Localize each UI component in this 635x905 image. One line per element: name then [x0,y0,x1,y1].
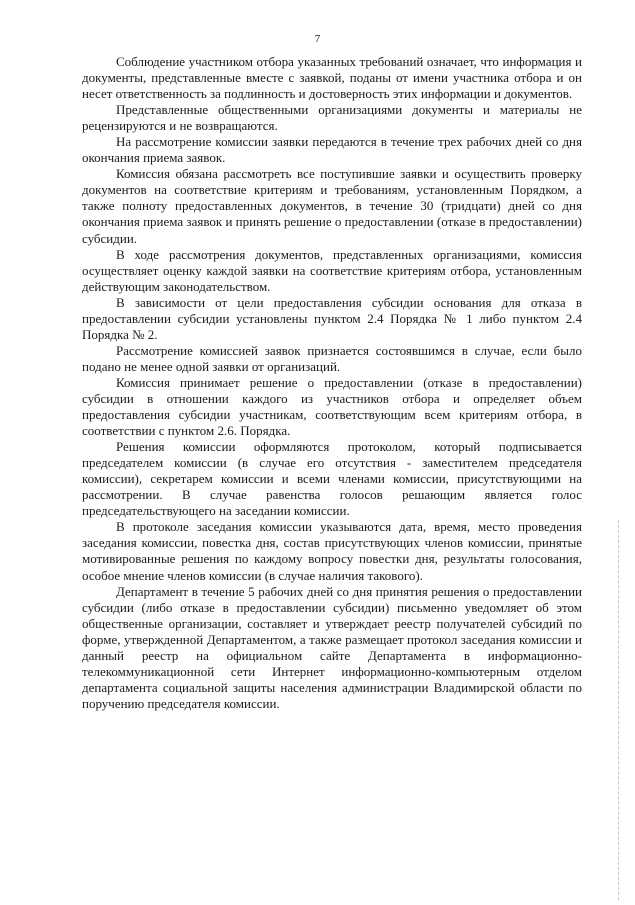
scan-edge-line [618,520,619,900]
paragraph-refusal-grounds: В зависимости от цели предоставления субсидии основания для отказа в предоставлении субсидии установлены пунктом 2.4 Порядка № 1 либо пунктом 2.4 Порядка № 2. [82,294,582,342]
page-number: 7 [314,33,321,45]
document-body [82,54,582,712]
paragraph-compliance: Соблюдение участником отбора указанных требований означает, что информация и документы, представленные вместе с заявкой, поданы от имени участника отбора и он несет ответственность за подлинность и достоверность этих информации и документов. [82,54,582,102]
paragraph-transfer-to-commission: На рассмотрение комиссии заявки передаются в течение трех рабочих дней со дня окончания приема заявок. [82,134,582,166]
paragraph-department-notification: Департамент в течение 5 рабочих дней со дня принятия решения о предоставлении субсидии (либо отказе в предоставлении субсидии) письменно уведомляет об этом общественные организации, составляет и утверждает реестр получателей субсидий по форме, утвержденной Департаментом, а также размещает протокол заседания комиссии и данный реестр на официальном сайте Департамента в информационно-телекоммуникационной сети Интернет информационно-компьютерным отделом департамента социальной защиты населения администрации Владимирской области по поручению председателя комиссии. [82,583,582,711]
paragraph-decision: Комиссия принимает решение о предоставлении (отказе в предоставлении) субсидии в отношении каждого из участников отбора и определяет объем предоставления субсидии участникам, соответствующим всем критериям отбора, в соответствии с пунктом 2.6. Порядка. [82,374,582,439]
paragraph-protocol-contents: В протоколе заседания комиссии указываются дата, время, место проведения заседания комиссии, повестка дня, состав присутствующих членов комиссии, принятые мотивированные решения по каждому вопросу повестки дня, результаты голосования, особое мнение членов комиссии (в случае наличия такового). [82,519,582,583]
paragraph-protocol: Решения комиссии оформляются протоколом, который подписывается председателем комиссии (в случае его отсутствия - заместителем председателя комиссии), секретарем комиссии и всеми членами комиссии, присутствующими на рассмотрении. В случае равенства голосов решающим является голос председательствующего на заседании комиссии. [82,439,582,519]
paragraph-commission-review: Комиссия обязана рассмотреть все поступившие заявки и осуществить проверку документов на соответствие критериям и требованиям, установленным Порядком, а также полноту предоставленных документов, в течение 30 (тридцати) дней со дня окончания приема заявок и принять решение о предоставлении (отказе в предоставлении) субсидии. [82,166,582,246]
paragraph-assessment: В ходе рассмотрения документов, представленных организациями, комиссия осуществляет оценку каждой заявки на соответствие критериям отбора, установленным действующим законодательством. [82,246,582,294]
paragraph-documents-not-returned: Представленные общественными организациями документы и материалы не рецензируются и не возвращаются. [82,102,582,134]
paragraph-quorum: Рассмотрение комиссией заявок признается состоявшимся в случае, если было подано не менее одной заявки от организаций. [82,342,582,374]
